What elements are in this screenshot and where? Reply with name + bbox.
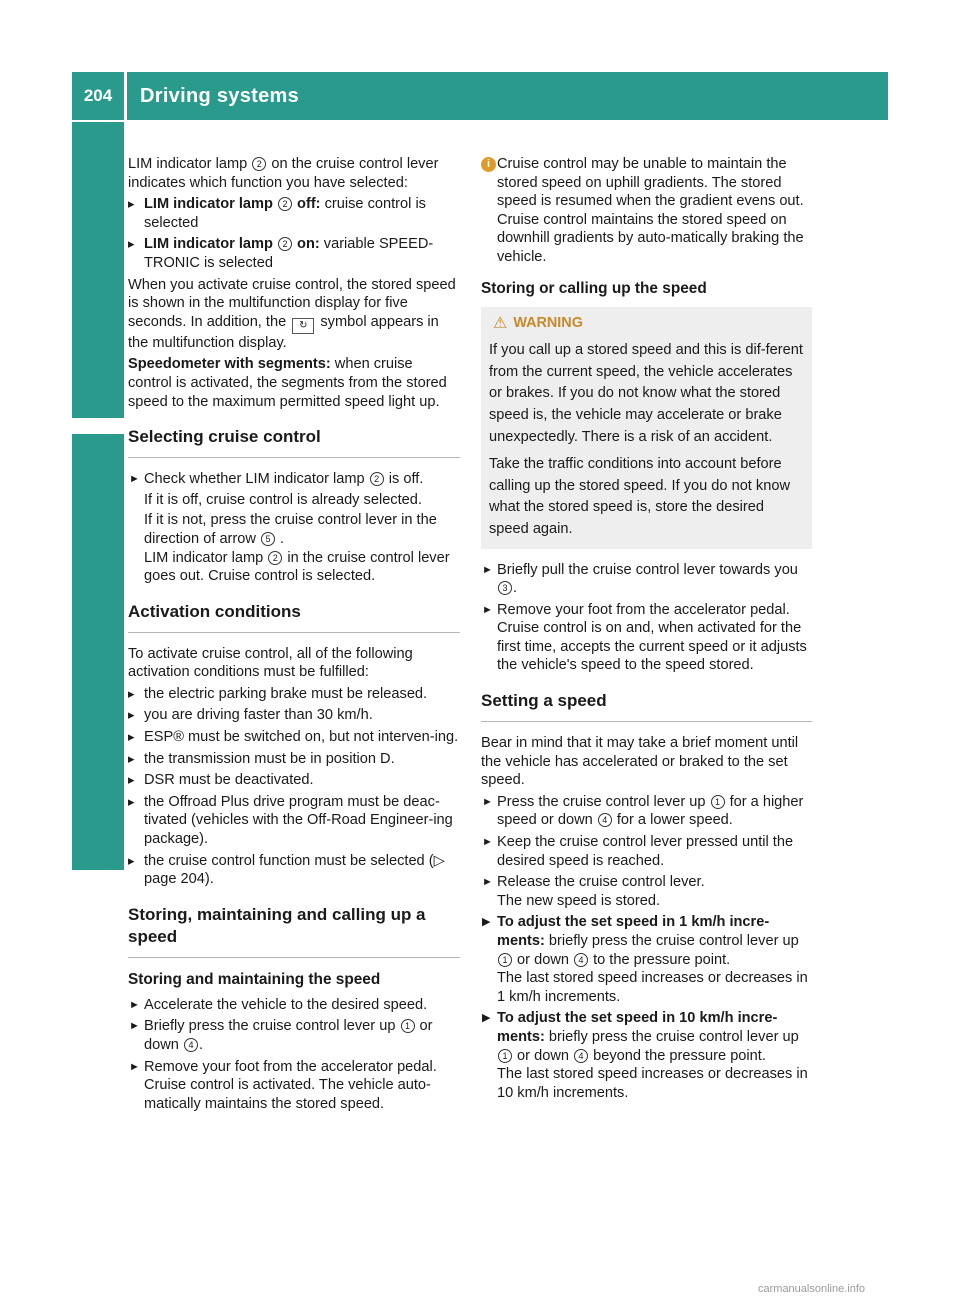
footer-watermark: carmanualsonline.info: [758, 1283, 866, 1295]
list-item: ▸ you are driving faster than 30 km/h.: [128, 706, 460, 725]
info-note: i Cruise control may be unable to maintain the stored speed on uphill gradients. The stored speed is resumed when the gradient evens out. Cruise control maintains the stored speed on downhill gradients by auto-matically braking the vehicle.: [481, 155, 812, 267]
heading-activation: Activation conditions: [128, 601, 460, 633]
step-item: ► Release the cruise control lever. The new speed is stored.: [481, 873, 812, 910]
step-item: ► Briefly press the cruise control lever up 1 or down 4 .: [128, 1017, 460, 1054]
heading-selecting: Selecting cruise control: [128, 426, 460, 458]
setting-intro: Bear in mind that it may take a brief moment until the vehicle has accelerated or braked to the set speed.: [481, 735, 799, 789]
heading-setting: Setting a speed: [481, 690, 812, 722]
section-title: Driving systems: [140, 84, 300, 107]
callout-2: 2: [278, 197, 292, 211]
heading-calling: Storing or calling up the speed: [481, 279, 707, 297]
step-item: ► Keep the cruise control lever pressed until the desired speed is reached.: [481, 833, 812, 870]
step-item: ► Accelerate the vehicle to the desired speed.: [128, 996, 460, 1015]
speedometer-paragraph: Speedometer with segments: when cruise control is activated, the segments from the stored speed to the maximum permitted speed light up.: [128, 356, 447, 410]
subheading-storing: Storing and maintaining the speed: [128, 970, 381, 988]
step-item: ▶ To adjust the set speed in 10 km/h incre-ments: briefly press the cruise control lever up 1 or down 4 beyond the pressure point. The last stored speed increases or decreases in 10 km/h increments.: [481, 1009, 812, 1102]
heading-storing: Storing, maintaining and calling up a speed: [128, 904, 460, 958]
left-column: [128, 155, 460, 1116]
page-reference-link[interactable]: ▸ the cruise control function must be selected (▷ page 204).: [128, 852, 460, 889]
side-tab-label: Driving and parking: [86, 151, 109, 345]
step-item: ► Briefly pull the cruise control lever towards you 3 .: [481, 561, 812, 598]
step-item: ► Remove your foot from the accelerator pedal. Cruise control is on and, when activated for the first time, accepts the current speed or it adjusts the vehicle's speed to the speed stored.: [481, 601, 812, 675]
list-item: ▸ the Offroad Plus drive program must be deac-tivated (vehicles with the Off-Road Engineer-ing package).: [128, 793, 460, 849]
lim-intro: LIM indicator lamp 2 on the cruise control lever indicates which function you have selected:: [128, 156, 439, 191]
right-column: [481, 155, 812, 1105]
warning-box: ⚠ WARNING If you call up a stored speed and this is dif-ferent from the current speed, the vehicle accelerates or brakes. If you do not know what the stored speed is, the vehicle may accelerate or brake unexpectedly. There is a risk of an accident. Take the traffic conditions into account before calling up the stored speed. If you do not know what the stored speed is, store the desired speed again.: [481, 307, 812, 549]
step-item: ▶ To adjust the set speed in 1 km/h incre-ments: briefly press the cruise control lever up 1 or down 4 to the pressure point. The last stored speed increases or decreases in 1 km/h increments.: [481, 913, 812, 1006]
step-item: ► Check whether LIM indicator lamp 2 is off. If it is off, cruise control is already selected. If it is not, press the cruise control lever in the direction of arrow 5 . LIM indicator lamp 2 in the cruise control lever goes out. Cruise control is selected.: [128, 470, 460, 586]
callout-2: 2: [278, 237, 292, 251]
list-item: ▸ DSR must be deactivated.: [128, 771, 460, 790]
list-item: ▸ the electric parking brake must be released.: [128, 685, 460, 704]
activation-intro: To activate cruise control, all of the following activation conditions must be fulfilled:: [128, 645, 413, 681]
cruise-control-symbol-icon: ↻: [292, 318, 314, 334]
warning-triangle-icon: ⚠: [493, 314, 508, 332]
info-icon: i: [481, 157, 496, 172]
list-item: ▸ LIM indicator lamp 2 on: variable SPEED-TRONIC is selected: [128, 235, 460, 272]
page-header: [72, 72, 888, 120]
list-item: ▸ LIM indicator lamp 2 off: cruise control is selected: [128, 195, 460, 232]
step-item: ► Press the cruise control lever up 1 for a higher speed or down 4 for a lower speed.: [481, 793, 812, 830]
step-item: ► Remove your foot from the accelerator pedal. Cruise control is activated. The vehicle auto-matically maintains the stored speed.: [128, 1058, 460, 1114]
list-item: ▸ ESP® must be switched on, but not interven-ing.: [128, 728, 460, 747]
page-number: 204: [83, 85, 113, 105]
activate-paragraph: When you activate cruise control, the stored speed is shown in the multifunction display for five seconds. In addition, the ↻ symbol appears in the multifunction display.: [128, 276, 456, 351]
warning-header: ⚠ WARNING: [489, 313, 804, 335]
side-block: [72, 434, 124, 870]
callout-2: 2: [252, 157, 266, 171]
list-item: ▸ the transmission must be in position D.: [128, 750, 460, 769]
